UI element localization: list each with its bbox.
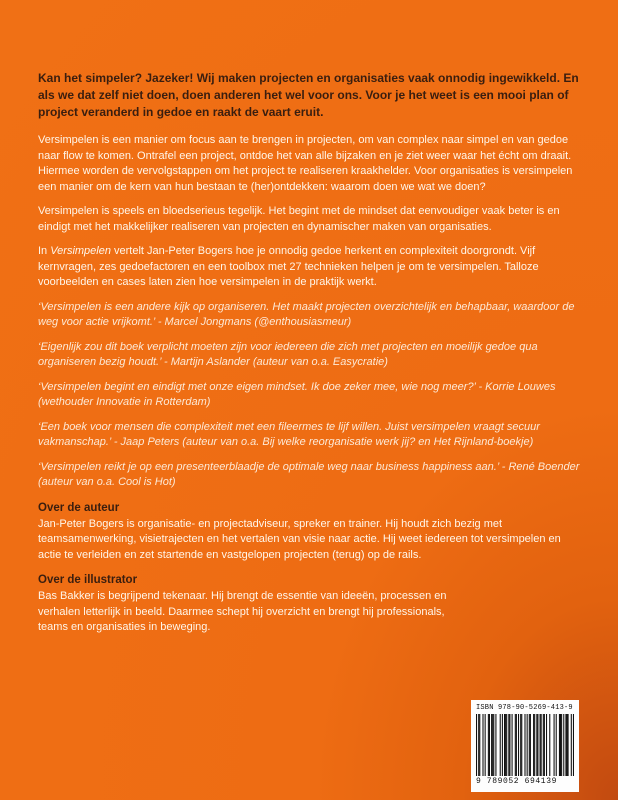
barcode-bars [476,714,574,776]
barcode-bar [505,714,506,776]
barcode-bar [485,714,486,776]
p3-before: In [38,245,51,257]
body-paragraph-1: Versimpelen is een manier om focus aan te brengen in projecten, om van complex naar simpel en van gedoe naar flow te komen. Ontrafel een project, ontdoe het van alle bijzaken en je ziet weer waar het écht om draait. Hiermee worden de vervolgstappen om het project te realiseren kraakhelder. Voor organisaties is versimpelen een manier om de kern van hun bestaan te (her)ontdekken: waarom doen we wat we doen? [38,134,573,193]
barcode-bar [478,714,479,776]
p3-after: vertelt Jan-Peter Bogers hoe je onnodig gedoe herkent en complexiteit doorgrondt. Vijf kernvragen, zes gedoefactoren en een toolbox met 27 technieken helpen je om te versimpelen. Talloze voorbeelden en cases laten zien hoe versimpelen in de praktijk werkt. [38,245,539,288]
barcode-bar [527,714,528,776]
barcode-bar [518,714,519,776]
barcode-bar [495,714,496,776]
barcode-bar [565,714,566,776]
back-cover-text [38,70,583,645]
body-paragraph-3 [38,244,583,291]
intro-paragraph: Kan het simpeler? Jazeker! Wij maken projecten en organisaties vaak onnodig ingewikkeld. En als we dat zelf niet doen, doen anderen het wel voor ons. Voor je het weet is een mooi plan of project veranderd in gedoe en raakt de vaart eruit. [38,71,579,119]
barcode-bar [543,714,544,776]
barcode-bar [560,714,561,776]
barcode-bar [509,714,510,776]
quote-4: ‘Een boek voor mensen die complexiteit met een fileermes te lijf willen. Juist versimpelen vraagt secuur vakmanschap.’ - Jaap Peters (auteur van o.a. Bij welke reorganisatie werk jij? en Het Rijnland-boekje) [38,420,540,448]
barcode-bar [492,714,493,776]
barcode-bar [508,714,509,776]
barcode-bar [561,714,562,776]
barcode-bar [537,714,538,776]
barcode-bar [563,714,564,776]
barcode-bar [491,714,492,776]
barcode-bar [479,714,480,776]
barcode-bar [516,714,517,776]
barcode-bar [476,714,477,776]
barcode-bar [515,714,516,776]
barcode-bar [534,714,535,776]
body-paragraph-2: Versimpelen is speels en bloedserieus tegelijk. Het begint met de mindset dat eenvoudiger vaak beter is en eindigt met het makkelijker realiseren van projecten en dynamischer maken van organisaties. [38,205,560,233]
isbn-label: ISBN 978-90-5269-413-9 [476,704,573,712]
quote-3: ‘Versimpelen begint en eindigt met onze eigen mindset. Ik doe zeker mee, wie nog meer?’ - Korrie Louwes (wethouder Innovatie in Rotterdam) [38,380,556,408]
barcode-bar [549,714,550,776]
barcode-bar [521,714,522,776]
barcode-bar [566,714,567,776]
barcode-bar [529,714,530,776]
illustrator-text: Bas Bakker is begrijpend tekenaar. Hij brengt de essentie van ideeën, processen en verhalen letterlijk in beeld. Daarmee schept hij overzicht en brengt hij professionals, teams en organisaties in beweging. [38,590,447,633]
quote-5: ‘Versimpelen reikt je op een presenteerblaadje de optimale weg naar business happiness aan.’ - René Boender (auteur van o.a. Cool is Hot) [38,460,580,488]
barcode-bar [482,714,483,776]
barcode-bar [502,714,503,776]
barcode-bar [524,714,525,776]
author-text: Jan-Peter Bogers is organisatie- en projectadviseur, spreker en trainer. Hij houdt zich bezig met teamsamenwerking, visietrajecten en het vertalen van visie naar actie. Hij weet iedereen tot versimpelen en actie te verleiden en zet startende en vastgelopen projecten (terug) op de rails. [38,517,561,561]
barcode-bar [536,714,537,776]
barcode-bar [530,714,531,776]
barcode-bar [546,714,547,776]
barcode-bar [544,714,545,776]
barcode-bar [559,714,560,776]
quote-2: ‘Eigenlijk zou dit boek verplicht moeten zijn voor iedereen die zich met projecten en moeilijk gedoe qua organiseren bezig houdt.’ - Martijn Aslander (auteur van o.a. Easycratie) [38,340,538,368]
barcode-bar [556,714,557,776]
barcode-bar [489,714,490,776]
author-heading: Over de auteur [38,501,120,514]
barcode-bar [571,714,572,776]
barcode-bar [568,714,569,776]
barcode-bar [554,714,555,776]
barcode-number: 9 789052 694139 [476,777,558,786]
barcode-bar [506,714,507,776]
barcode-bar [520,714,521,776]
illustrator-heading: Over de illustrator [38,574,138,586]
isbn-barcode [471,700,579,792]
barcode-bar [493,714,494,776]
barcode-bar [512,714,513,776]
barcode-bar [540,714,541,776]
barcode-bar [488,714,489,776]
barcode-bar [541,714,542,776]
barcode-bar [573,714,574,776]
barcode-bar [533,714,534,776]
book-title: Versimpelen [50,245,111,257]
barcode-bar [500,714,501,776]
barcode-bar [504,714,505,776]
quote-1: ‘Versimpelen is een andere kijk op organiseren. Het maakt projecten overzichtelijk en behapbaar, waardoor de weg voor actie vrijkomt.’ - Marcel Jongmans (@enthousiasmeur) [38,300,575,328]
